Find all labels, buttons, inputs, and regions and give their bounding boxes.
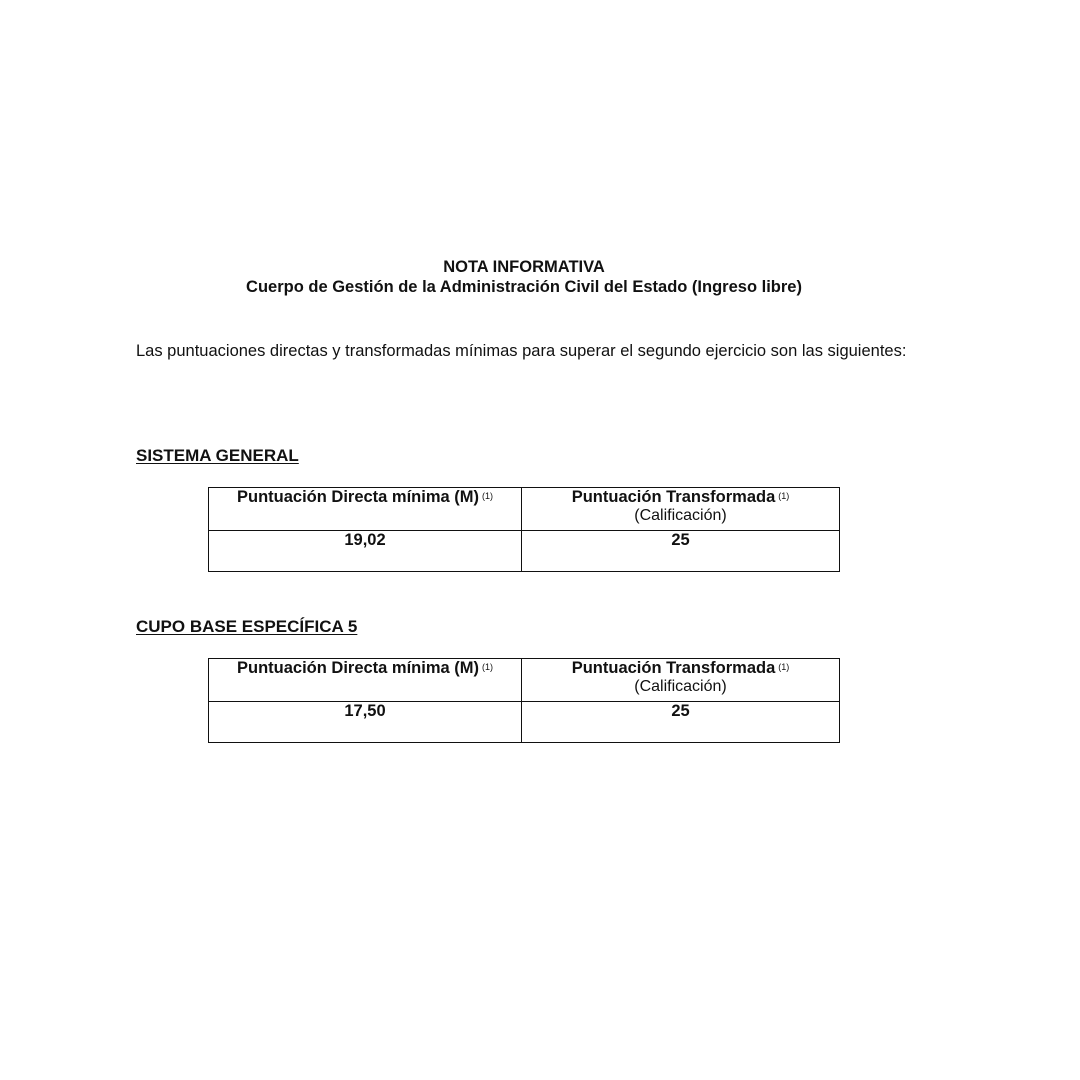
score-table-sistema-general	[208, 487, 840, 572]
header-transformed-label: Puntuación Transformada	[571, 488, 776, 506]
footnote-ref: (1)	[482, 491, 494, 501]
header-direct-score	[209, 488, 522, 531]
transformed-score-value: 25	[522, 702, 840, 743]
header-transformed-label: Puntuación Transformada	[571, 659, 776, 677]
direct-score-value: 19,02	[209, 531, 522, 572]
table-header-row	[209, 659, 840, 702]
header-direct-score	[209, 659, 522, 702]
footnote-ref: (1)	[778, 662, 790, 672]
header-direct-label: Puntuación Directa mínima (M)	[236, 659, 480, 677]
table-row	[209, 702, 840, 743]
score-table-cupo-base	[208, 658, 840, 743]
transformed-score-value: 25	[522, 531, 840, 572]
footnote-ref: (1)	[778, 491, 790, 501]
intro-paragraph: Las puntuaciones directas y transformadas mínimas para superar el segundo ejercicio son las siguientes:	[136, 342, 907, 360]
header-direct-label: Puntuación Directa mínima (M)	[236, 488, 480, 506]
header-transformed-score	[522, 659, 840, 702]
header-transformed-subtitle: (Calificación)	[634, 507, 727, 524]
section-heading-cupo-base: CUPO BASE ESPECÍFICA 5	[136, 617, 358, 636]
document-subtitle: Cuerpo de Gestión de la Administración Civil del Estado (Ingreso libre)	[246, 278, 802, 296]
footnote-ref: (1)	[482, 662, 494, 672]
header-transformed-subtitle: (Calificación)	[634, 678, 727, 695]
table-header-row	[209, 488, 840, 531]
header-transformed-score	[522, 488, 840, 531]
direct-score-value: 17,50	[209, 702, 522, 743]
section-heading-sistema-general: SISTEMA GENERAL	[136, 446, 299, 465]
document-title: NOTA INFORMATIVA	[443, 258, 605, 276]
table-row	[209, 531, 840, 572]
